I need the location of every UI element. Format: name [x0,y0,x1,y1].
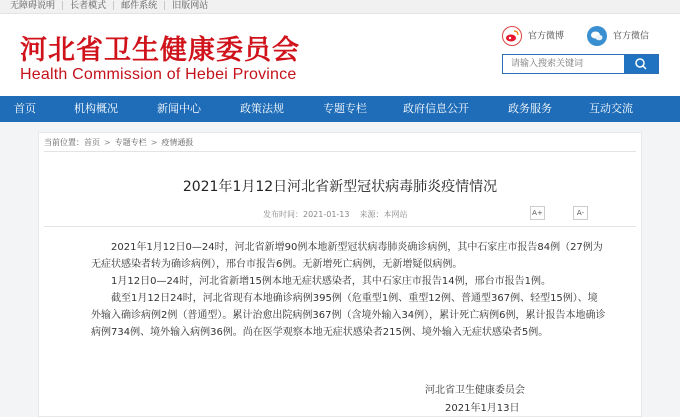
nav-item-home[interactable]: 首页 [14,102,36,115]
nav-item-news[interactable]: 新闻中心 [157,102,201,115]
utility-links [10,0,208,13]
divider [44,151,636,152]
search-button[interactable] [624,55,658,73]
breadcrumb-prefix: 当前位置： [44,138,84,147]
breadcrumb-home[interactable]: 首页 [84,138,100,147]
article-date: 2021年1月13日 [445,403,520,414]
font-increase-button[interactable]: A+ [530,206,545,220]
site-header [0,14,680,96]
nav-item-interaction[interactable]: 互动交流 [589,102,633,115]
breadcrumb [44,137,193,148]
search-box [502,54,659,74]
wechat-link[interactable] [587,26,649,46]
nav-item-topics[interactable]: 专题专栏 [323,102,367,115]
nav-item-disclosure[interactable]: 政府信息公开 [403,102,469,115]
main-nav [0,96,680,122]
breadcrumb-separator: > [104,138,111,147]
top-utility-bar [0,0,680,14]
breadcrumb-epidemic[interactable]: 疫情通报 [161,138,194,147]
weibo-label: 官方微博 [528,31,565,42]
nav-item-about[interactable]: 机构概况 [74,102,118,115]
weibo-icon [502,26,522,46]
search-input[interactable] [503,55,624,73]
weibo-link[interactable] [502,26,564,46]
nav-item-policy[interactable]: 政策法规 [240,102,284,115]
mail-system-link[interactable]: 邮件系统 [121,1,158,11]
article-paragraph: 截至1月12日24时，河北省现有本地确诊病例395例（危重型1例、重型12例、普通型367例、轻型15例）、境外输入确诊病例2例（普通型）。累计治愈出院病例367例（含境外输入34例），累计死亡病例6例，累计报告本地确诊病例734例、境外输入病例36例。尚在医学观察本地无症状感染者215例、境外输入无症状感染者5例。 [91,293,606,338]
publish-time: 发布时间：2021-01-13 [263,210,350,219]
accessibility-link[interactable]: 无障碍说明 [10,1,56,11]
article-meta [263,209,408,220]
article-signature: 河北省卫生健康委员会 [425,385,525,396]
wechat-label: 官方微信 [613,31,650,42]
old-site-link[interactable]: 旧版网站 [172,1,209,11]
breadcrumb-separator: > [150,138,158,147]
divider [44,226,636,227]
divider: | [112,1,116,11]
article-source: 来源：本网站 [359,210,408,219]
site-logo-en: Health Commission of Hebei Province [20,66,297,83]
elder-mode-link[interactable]: 长者模式 [70,1,107,11]
article-title: 2021年1月12日河北省新型冠状病毒肺炎疫情情况 [182,179,498,195]
divider: | [163,1,167,11]
search-icon [624,55,658,73]
site-logo-cn[interactable]: 河北省卫生健康委员会 [20,35,300,66]
wechat-icon [587,26,607,46]
font-decrease-button[interactable]: A- [573,206,588,220]
divider: | [61,1,65,11]
breadcrumb-topics[interactable]: 专题专栏 [114,138,147,147]
article-paragraph: 2021年1月12日0—24时，河北省新增90例本地新型冠状病毒肺炎确诊病例，其中石家庄市报告84例（27例为无症状感染者转为确诊病例），邢台市报告6例。无新增死亡病例，无新增疑似病例。 [91,242,603,270]
nav-item-services[interactable]: 政务服务 [508,102,552,115]
article-paragraph: 1月12日0—24时，河北省新增15例本地无症状感染者，其中石家庄市报告14例，邢台市报告1例。 [111,276,551,287]
